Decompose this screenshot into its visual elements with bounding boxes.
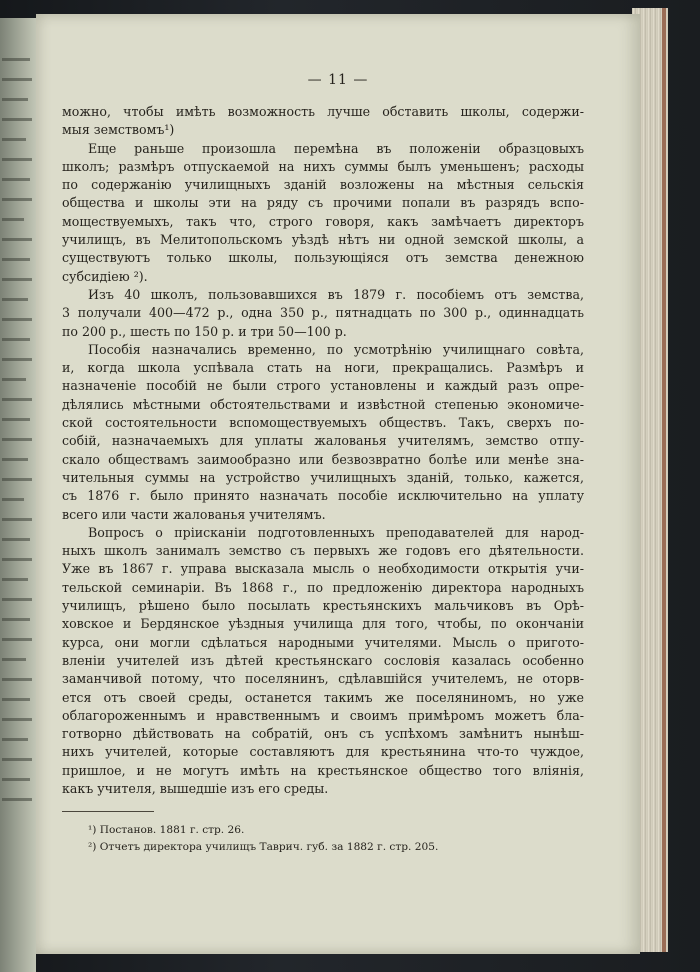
- text-line: облагороженнымъ и нравственнымъ и своимъ примѣромъ можетъ бла-: [62, 707, 584, 723]
- text-line: готворно дѣйствовать на собратій, онъ съ успѣхомъ замѣнитъ нынѣш-: [62, 726, 584, 742]
- text-line: училищъ, рѣшено было посылать крестьянскихъ мальчиковъ въ Орѣ-: [62, 598, 584, 614]
- text-line: Пособія назначались временно, по усмотрѣнію училищнаго совѣта,: [88, 341, 584, 357]
- page-number: — 11 —: [307, 72, 369, 88]
- text-line: ской состоятельности вспомоществуемыхъ обществъ. Такъ, сверхъ по-: [62, 415, 584, 431]
- text-line: Уже въ 1867 г. управа высказала мысль о необходимости открытія учи-: [62, 561, 584, 577]
- text-line: существуютъ только школы, пользующіяся отъ земства денежною: [62, 250, 584, 266]
- text-line: Еще раньше произошла перемѣна въ положеніи образцовыхъ: [88, 140, 584, 156]
- book-page: [36, 14, 640, 954]
- text-line: какъ учителя, вышедшіе изъ его среды.: [62, 780, 329, 796]
- text-line: курса, они могли сдѣлаться народными учителями. Мысль о пригото-: [62, 634, 584, 650]
- previous-page-edge: [0, 18, 36, 972]
- text-line: мыя земствомъ¹): [62, 122, 175, 138]
- text-line: скало обществамъ заимообразно или безвозвратно болѣе или менѣе зна-: [62, 451, 584, 467]
- text-line: по 200 р., шесть по 150 р. и три 50—100 р.: [62, 323, 347, 339]
- body-text: [62, 103, 584, 798]
- footnote-rule: [62, 811, 154, 812]
- text-line: школъ; размѣръ отпускаемой на нихъ суммы былъ уменьшенъ; расходы: [62, 158, 584, 174]
- text-line: и, когда школа успѣвала стать на ноги, прекращались. Размѣръ и: [62, 360, 584, 376]
- text-line: субсидіею ²).: [62, 268, 148, 284]
- text-line: собій, назначаемыхъ для уплаты жалованья учителямъ, земство отпу-: [62, 433, 584, 449]
- text-line: пришлое, и не могутъ имѣть на крестьянское общество того вліянія,: [62, 762, 584, 778]
- footnote: ²) Отчетъ директора училищъ Таврич. губ. за 1882 г. стр. 205.: [88, 841, 439, 853]
- page-edge-tint: [662, 8, 666, 952]
- text-line: всего или части жалованья учителямъ.: [62, 506, 326, 522]
- text-line: чительныя суммы на устройство училищныхъ зданій, только, кажется,: [62, 469, 584, 485]
- text-line: нихъ учителей, которые составляютъ для крестьянина что-то чуждое,: [62, 744, 584, 760]
- text-line: назначеніе пособій не были строго установлены и каждый разъ опре-: [62, 378, 584, 394]
- text-line: Вопросъ о пріисканіи подготовленныхъ преподавателей для народ-: [88, 524, 584, 540]
- text-line: ется отъ своей среды, останется такимъ же поселяниномъ, но уже: [62, 689, 584, 705]
- text-line: Изъ 40 школъ, пользовавшихся въ 1879 г. пособіемъ отъ земства,: [88, 286, 584, 302]
- text-line: ныхъ школъ занималъ земство съ первыхъ же годовъ его дѣятельности.: [62, 543, 584, 559]
- text-line: общества и школы эти на ряду съ прочими попали въ разрядъ вспо-: [62, 195, 584, 211]
- text-line: дѣлялись мѣстными обстоятельствами и извѣстной степенью экономиче-: [62, 396, 584, 412]
- text-line: тельской семинаріи. Въ 1868 г., по предложенію директора народныхъ: [62, 579, 584, 595]
- text-line: ховское и Бердянское уѣздныя училища для того, чтобы, по окончаніи: [62, 616, 584, 632]
- footnotes: [88, 822, 568, 856]
- text-line: училищъ, въ Мелитопольскомъ уѣздѣ нѣтъ ни одной земской школы, а: [62, 232, 584, 248]
- text-line: заманчивой потому, что поселянинъ, сдѣлавшійся учителемъ, не оторв-: [62, 671, 584, 687]
- text-line: можно, чтобы имѣть возможность лучше обставить школы, содержи-: [62, 104, 584, 119]
- text-line: по содержанію училищныхъ зданій возложены на мѣстныя сельскія: [62, 177, 584, 193]
- text-line: моществуемыхъ, такъ что, строго говоря, какъ замѣчаетъ директоръ: [62, 213, 584, 229]
- footnote: ¹) Постанов. 1881 г. стр. 26.: [88, 824, 245, 836]
- text-line: вленіи учителей изъ дѣтей крестьянскаго сословія казалась особенно: [62, 652, 584, 668]
- text-line: съ 1876 г. было принято назначать пособіе исключительно на уплату: [62, 488, 584, 504]
- text-line: 3 получали 400—472 р., одна 350 р., пятнадцать по 300 р., одиннадцать: [62, 305, 584, 321]
